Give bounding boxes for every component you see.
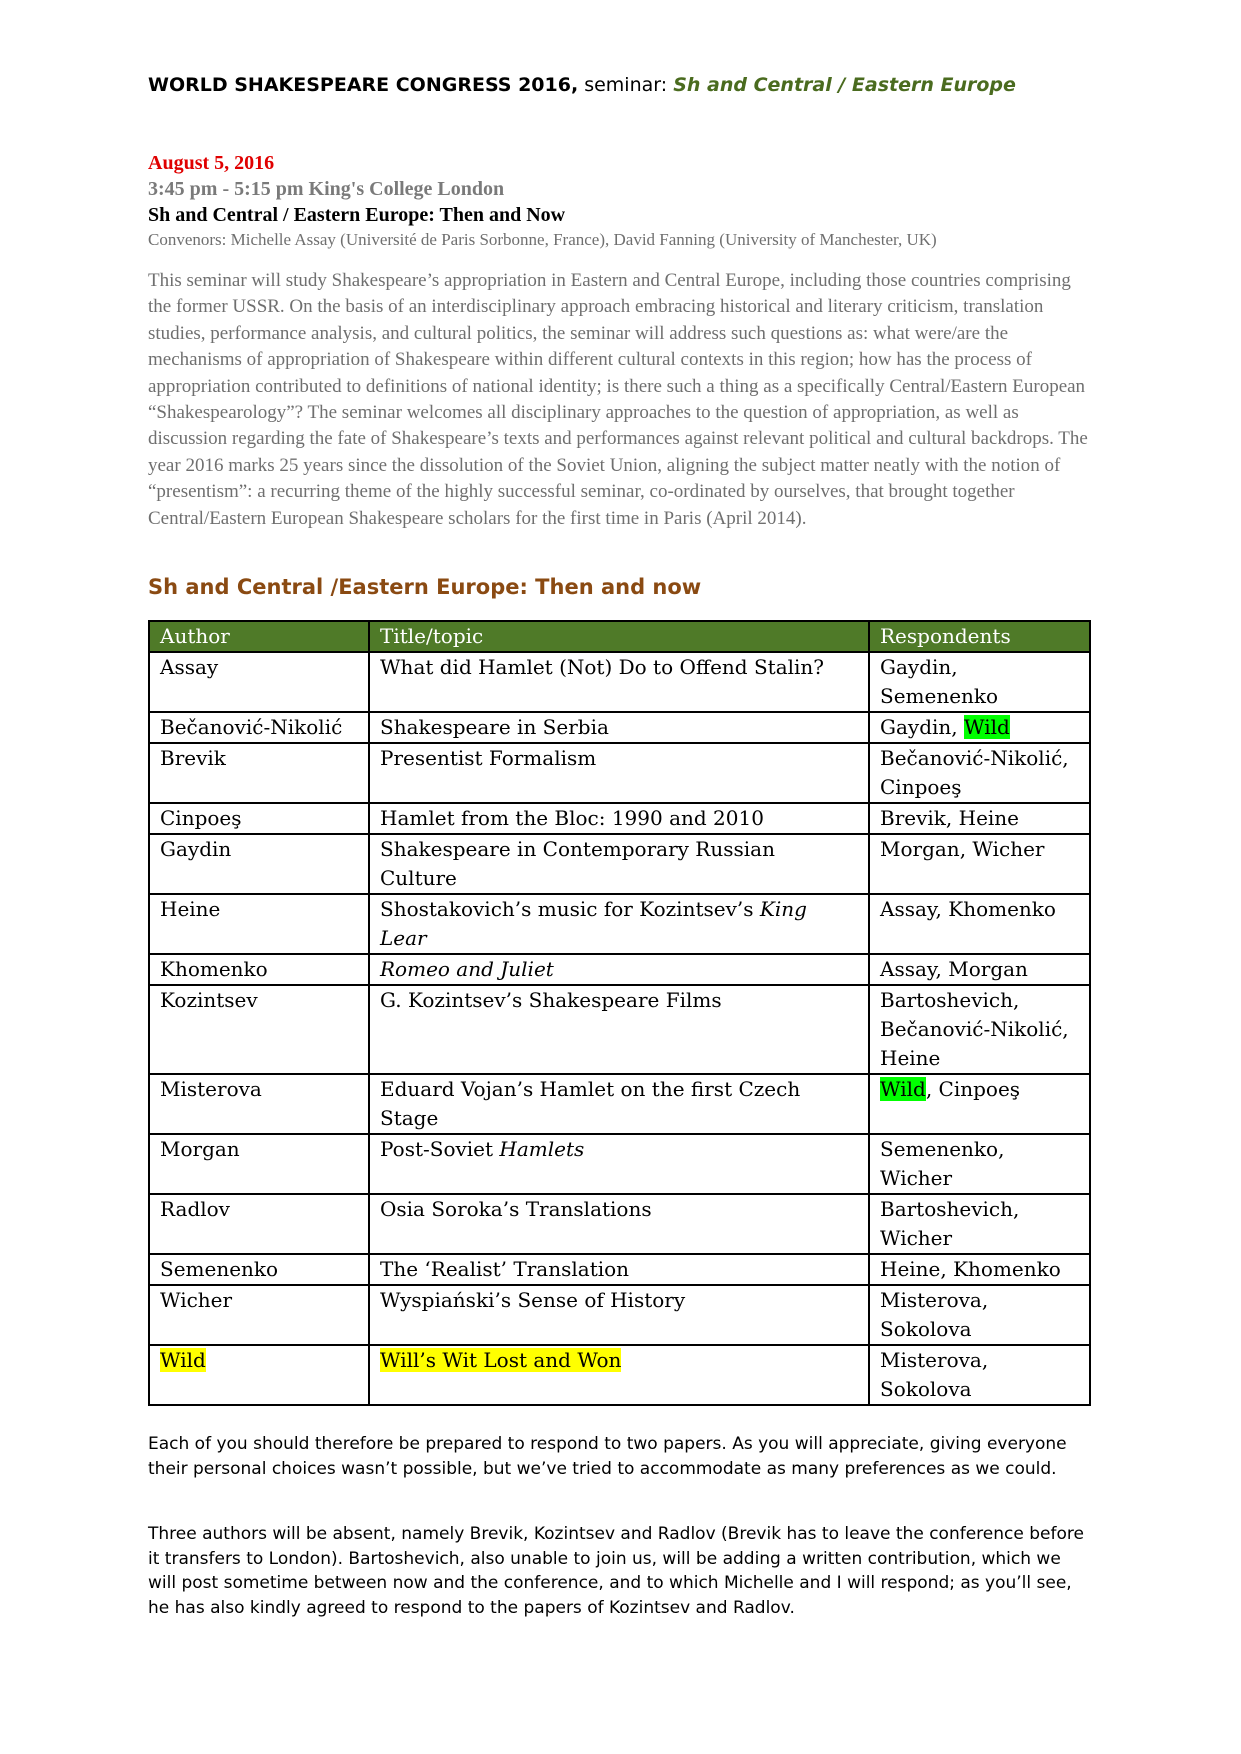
title-cell: G. Kozintsev’s Shakespeare Films [369, 985, 869, 1074]
table-row [149, 1194, 1090, 1254]
title-cell: Wyspiański’s Sense of History [369, 1285, 869, 1345]
respondents-cell: Brevik, Heine [869, 803, 1090, 834]
table-row [149, 1074, 1090, 1134]
author-cell: Brevik [149, 743, 369, 803]
title-cell: The ‘Realist’ Translation [369, 1254, 869, 1285]
title-cell: Eduard Vojan’s Hamlet on the first Czech Stage [369, 1074, 869, 1134]
author-cell: Kozintsev [149, 985, 369, 1074]
title-cell: Shakespeare in Contemporary Russian Culture [369, 834, 869, 894]
author-cell: Wicher [149, 1285, 369, 1345]
title-cell: What did Hamlet (Not) Do to Offend Stalin? [369, 652, 869, 712]
table-row [149, 1254, 1090, 1285]
author-cell: Assay [149, 652, 369, 712]
seminar-meta [148, 150, 937, 252]
author-cell: Misterova [149, 1074, 369, 1134]
header-respondents: Respondents [869, 621, 1090, 652]
table-row [149, 985, 1090, 1074]
respondents-cell: Assay, Morgan [869, 954, 1090, 985]
author-cell: Bečanović-Nikolić [149, 712, 369, 743]
header-seminar-label: seminar: [578, 74, 674, 96]
table-row [149, 1285, 1090, 1345]
title-cell [369, 1134, 869, 1194]
author-cell: Morgan [149, 1134, 369, 1194]
table-row [149, 954, 1090, 985]
title-cell: Shakespeare in Serbia [369, 712, 869, 743]
highlighted-title: Will’s Wit Lost and Won [380, 1348, 622, 1372]
respondents-cell: Misterova, Sokolova [869, 1285, 1090, 1345]
schedule-table [148, 620, 1091, 1406]
title-cell [369, 1345, 869, 1405]
instructions-paragraph: Each of you should therefore be prepared to respond to two papers. As you will appreciate, giving everyone their personal choices wasn’t possible, but we’ve tried to accommodate as many preferences as we could. [148, 1434, 1067, 1479]
title-text: Shostakovich’s music for Kozintsev’s [380, 897, 760, 921]
respondents-cell: Heine, Khomenko [869, 1254, 1090, 1285]
respondents-cell: Bartoshevich, Bečanović-Nikolić, Heine [869, 985, 1090, 1074]
respondents-cell: Assay, Khomenko [869, 894, 1090, 954]
author-cell: Heine [149, 894, 369, 954]
table-row [149, 894, 1090, 954]
title-cell [369, 894, 869, 954]
title-cell: Romeo and Juliet [369, 954, 869, 985]
title-italic-text: King Lear [380, 897, 807, 950]
respondents-cell: Bartoshevich, Wicher [869, 1194, 1090, 1254]
author-cell: Semenenko [149, 1254, 369, 1285]
title-cell: Presentist Formalism [369, 743, 869, 803]
title-cell: Osia Soroka’s Translations [369, 1194, 869, 1254]
table-row [149, 652, 1090, 712]
table-row [149, 834, 1090, 894]
respondents-cell: Gaydin, Semenenko [869, 652, 1090, 712]
table-row [149, 803, 1090, 834]
table-row [149, 743, 1090, 803]
respondents-cell: Morgan, Wicher [869, 834, 1090, 894]
table-row [149, 1134, 1090, 1194]
document-header [148, 74, 1016, 96]
seminar-convenors: Convenors: Michelle Assay (Université de Paris Sorbonne, France), David Fanning (University of Manchester, UK) [148, 230, 937, 249]
table-row [149, 1345, 1090, 1405]
seminar-time-location: 3:45 pm - 5:15 pm King's College London [148, 178, 505, 200]
author-cell: Gaydin [149, 834, 369, 894]
seminar-abstract: This seminar will study Shakespeare’s appropriation in Eastern and Central Europe, including those countries comprising the former USSR. On the basis of an interdisciplinary approach embracing historical and literary criticism, translation studies, performance analysis, and cultural politics, the seminar will address such questions as: what were/are the mechanisms of appropriation of Shakespeare within different cultural contexts in this region; how has the process of appropriation contributed to definitions of national identity; is there such a thing as a specifically Central/Eastern European “Shakespearology”? The seminar welcomes all disciplinary approaches to the question of appropriation, as well as discussion regarding the fate of Shakespeare’s texts and performances against relevant political and cultural backdrops. The year 2016 marks 25 years since the dissolution of the Soviet Union, aligning the subject matter neatly with the notion of “presentism”: a recurring theme of the highly successful seminar, co-ordinated by ourselves, that brought together Central/Eastern European Shakespeare scholars for the first time in Paris (April 2014). [148, 270, 1088, 529]
table-heading: Sh and Central /Eastern Europe: Then and now [148, 575, 702, 599]
seminar-title: Sh and Central / Eastern Europe: Then and Now [148, 204, 566, 226]
author-cell: Khomenko [149, 954, 369, 985]
respondents-cell: Bečanović-Nikolić, Cinpoeş [869, 743, 1090, 803]
title-cell: Hamlet from the Bloc: 1990 and 2010 [369, 803, 869, 834]
respondent-text: , Cinpoeş [925, 1077, 1021, 1101]
seminar-date: August 5, 2016 [148, 152, 275, 174]
title-text: Post-Soviet [380, 1137, 500, 1161]
respondents-cell [869, 1074, 1090, 1134]
respondents-cell: Misterova, Sokolova [869, 1345, 1090, 1405]
congress-title: WORLD SHAKESPEARE CONGRESS 2016, [148, 74, 579, 96]
author-cell: Cinpoeş [149, 803, 369, 834]
highlighted-respondent: Wild [964, 715, 1010, 739]
respondents-cell [869, 712, 1090, 743]
highlighted-author: Wild [160, 1348, 206, 1372]
header-seminar-name: Sh and Central / Eastern Europe [673, 74, 1016, 96]
title-italic-text: Hamlets [499, 1137, 585, 1161]
absence-paragraph: Three authors will be absent, namely Brevik, Kozintsev and Radlov (Brevik has to leave the conference before it transfers to London). Bartoshevich, also unable to join us, will be adding a written contribution, which we will post sometime between now and the conference, and to which Michelle and I will respond; as you’ll see, he has also kindly agreed to respond to the papers of Kozintsev and Radlov. [148, 1524, 1084, 1618]
header-title: Title/topic [369, 621, 869, 652]
header-author: Author [149, 621, 369, 652]
table-row [149, 712, 1090, 743]
author-cell: Radlov [149, 1194, 369, 1254]
highlighted-respondent: Wild [880, 1077, 926, 1101]
author-cell [149, 1345, 369, 1405]
table-header-row [149, 621, 1090, 652]
respondent-text: Gaydin, [880, 715, 964, 739]
respondents-cell: Semenenko, Wicher [869, 1134, 1090, 1194]
